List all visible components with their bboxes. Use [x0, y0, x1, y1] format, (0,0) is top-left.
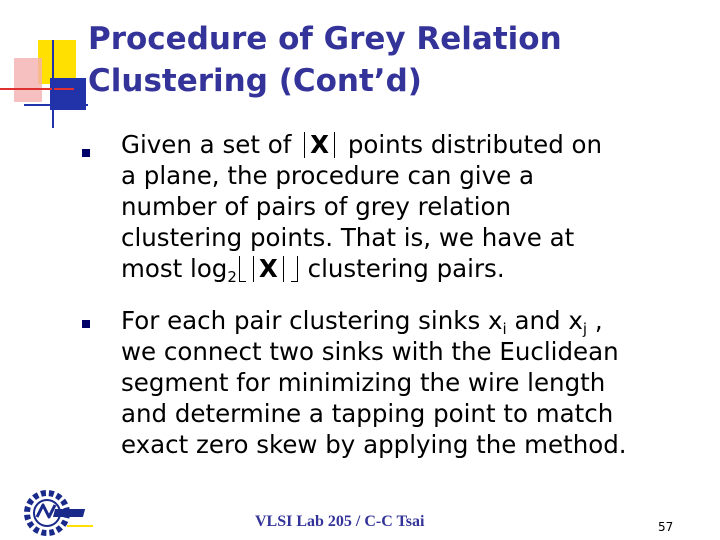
floor-bracket-left: [239, 256, 246, 282]
set-x-symbol: X: [310, 130, 330, 159]
b1-line2: a plane, the procedure can give a: [121, 161, 534, 190]
b2-line5: exact zero skew by applying the method.: [121, 430, 627, 459]
b2-line1-b: and x: [506, 306, 583, 335]
bullet-1-marker: [82, 149, 90, 157]
deco-red-line: [0, 88, 74, 90]
floor-bracket-right: [291, 256, 298, 282]
deco-blue-line-v: [52, 40, 54, 128]
title-line-2: Clustering (Cont’d): [88, 63, 422, 99]
bullet-1-text: [121, 129, 711, 284]
university-logo: [17, 487, 97, 537]
b1-line5-b: clustering pairs.: [307, 254, 505, 283]
log-base-subscript: 2: [227, 268, 237, 286]
b1-line1-a: Given a set of: [121, 130, 292, 159]
deco-blue-line-h: [24, 104, 88, 106]
slide-title: [88, 18, 708, 102]
bullet-2-text: [121, 305, 711, 460]
b1-line5-a: most log: [121, 254, 228, 283]
set-x-symbol-2: X: [258, 254, 278, 283]
abs-bar-right-2: [283, 256, 284, 282]
abs-bar-left: [304, 132, 305, 158]
b1-line1-b: points distributed on: [347, 130, 603, 159]
b1-line3: number of pairs of grey relation: [121, 192, 512, 221]
deco-pink-square: [14, 58, 42, 102]
b1-line4: clustering points. That is, we have at: [121, 223, 575, 252]
title-line-1: Procedure of Grey Relation: [88, 21, 562, 57]
b2-line1-a: For each pair clustering sinks x: [121, 306, 503, 335]
b2-line4: and determine a tapping point to match: [121, 399, 614, 428]
b2-line2: we connect two sinks with the Euclidean: [121, 337, 619, 366]
abs-bar-right: [334, 132, 335, 158]
subscript-i: i: [502, 320, 507, 338]
bullet-2-marker: [82, 320, 90, 328]
footer-text: VLSI Lab 205 / C-C Tsai: [255, 513, 425, 530]
abs-bar-left-2: [253, 256, 254, 282]
subscript-j: j: [582, 320, 588, 338]
b2-line1-c: ,: [587, 306, 603, 335]
b2-line3: segment for minimizing the wire length: [121, 368, 606, 397]
page-number: 57: [658, 520, 674, 534]
